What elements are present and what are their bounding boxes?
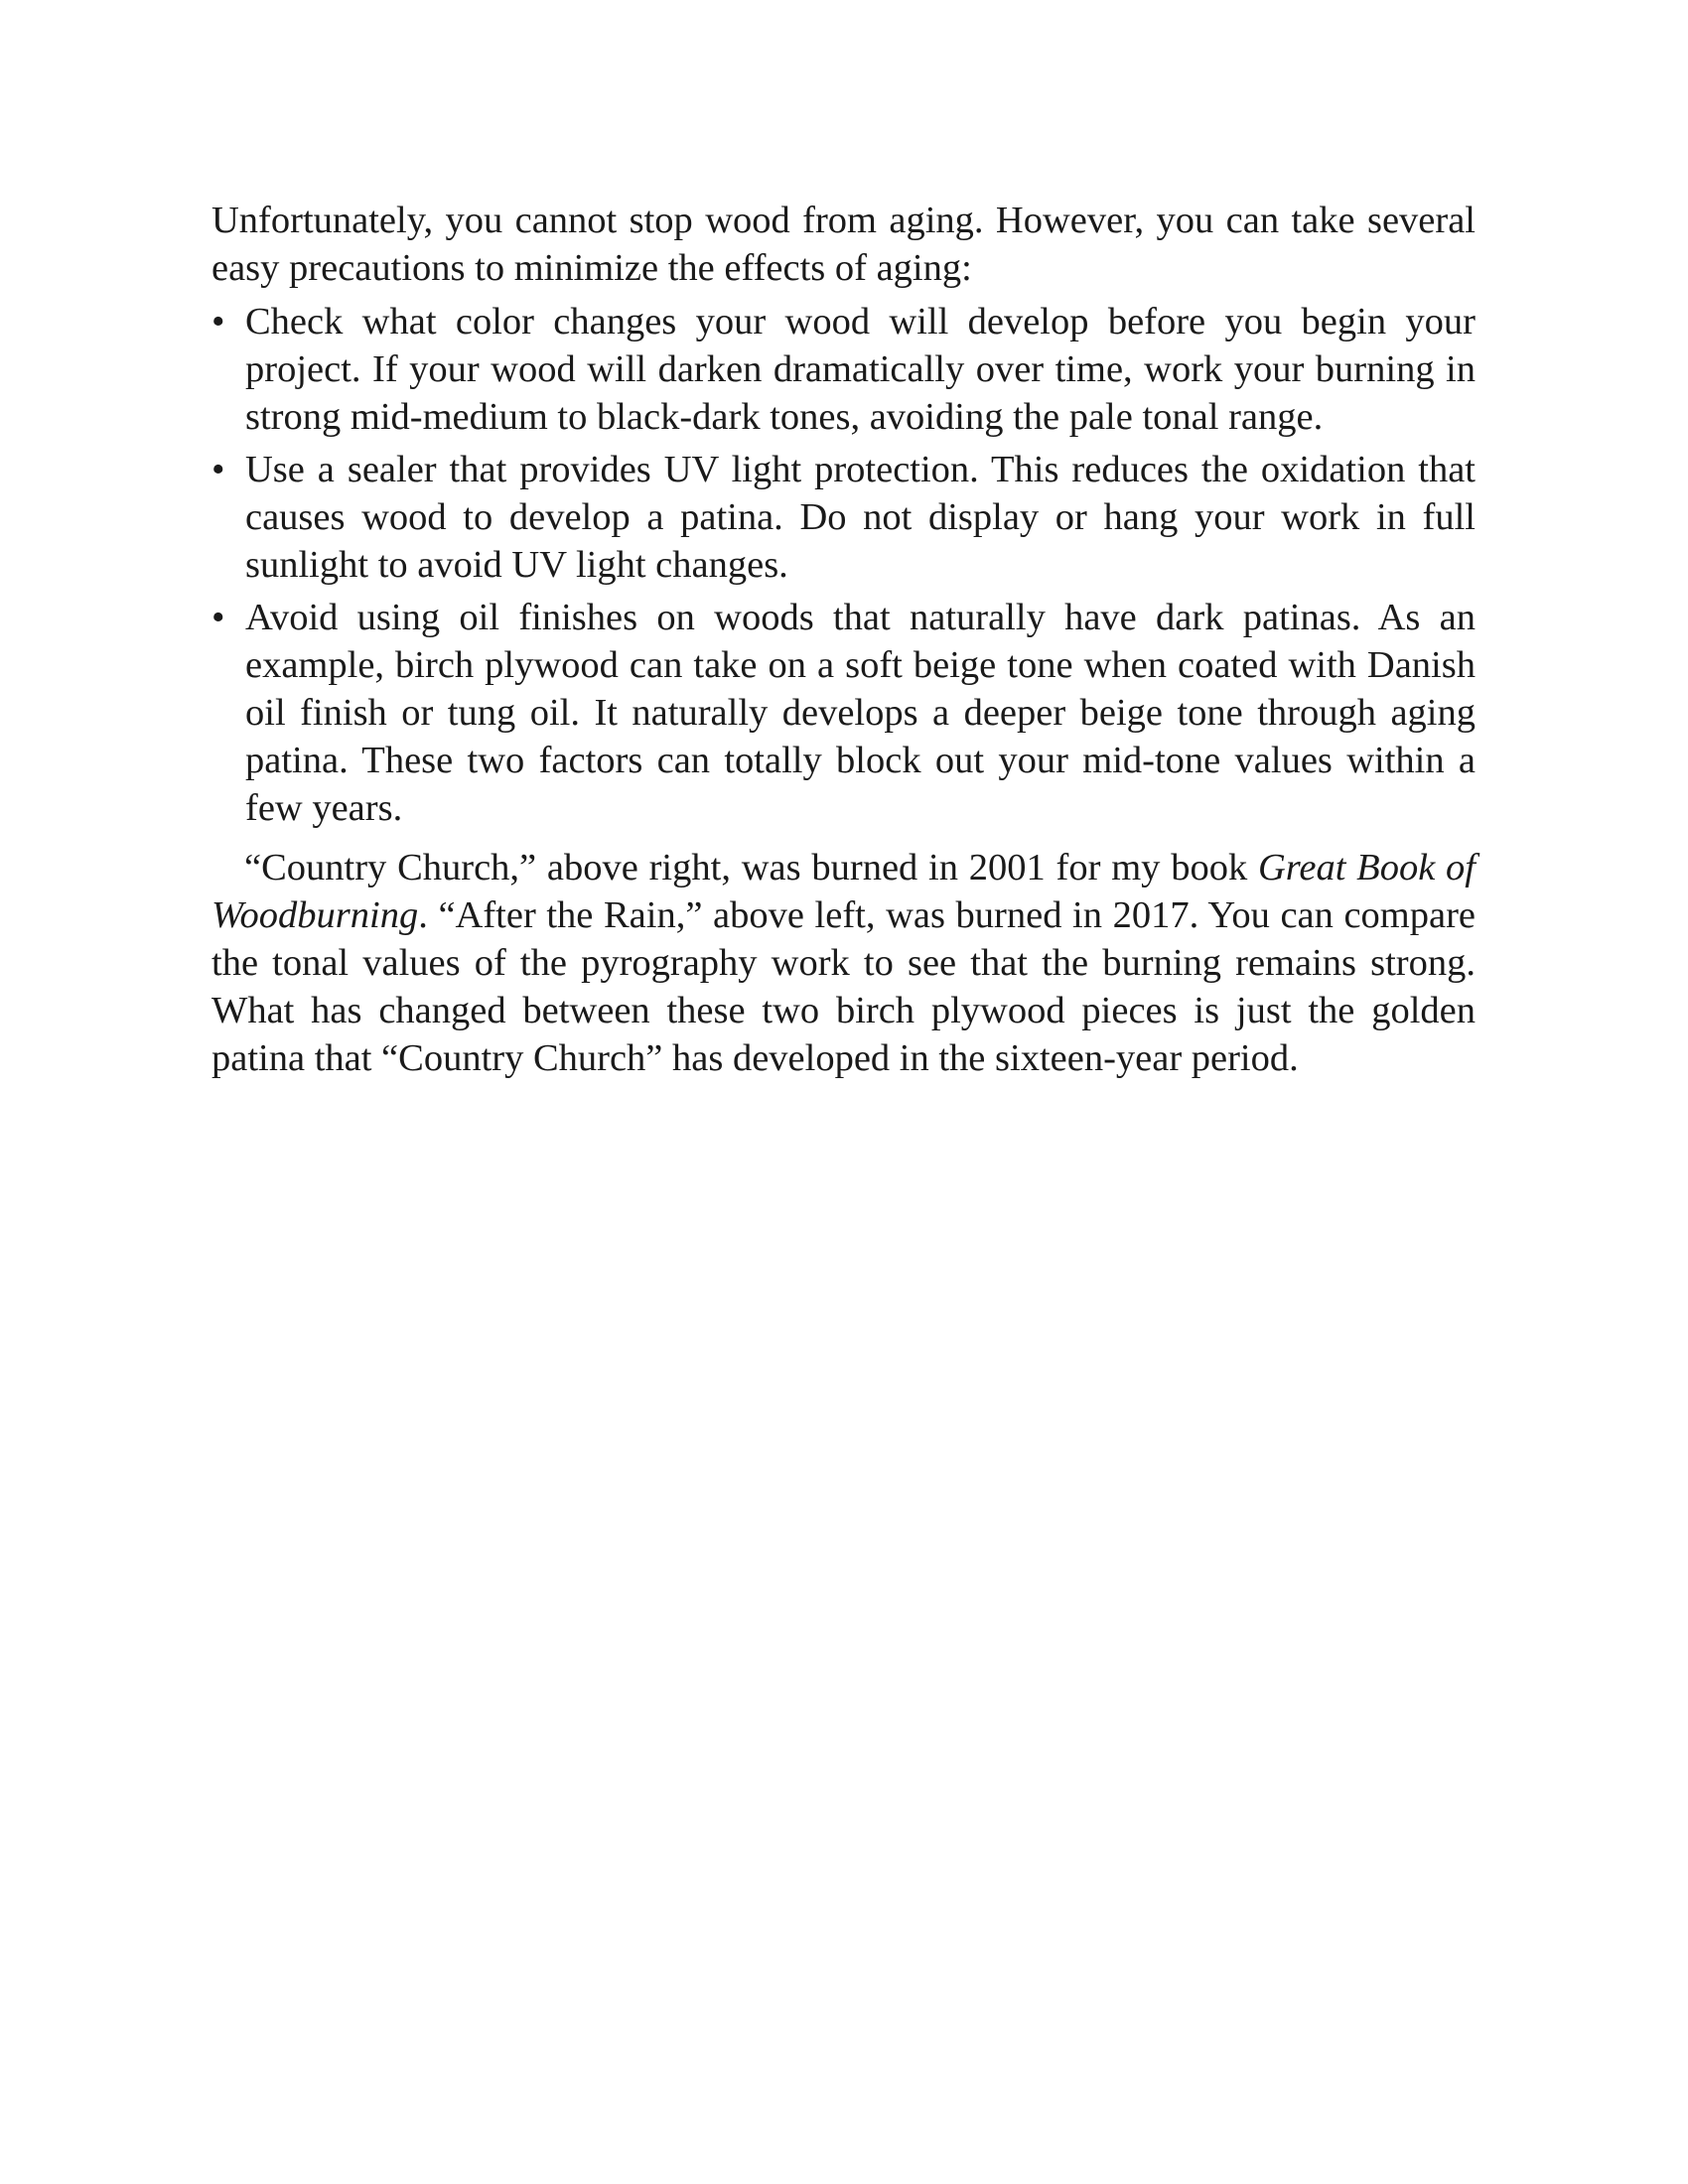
list-item-text: Check what color changes your wood will develop before you begin your project. If your wood will darken dramatically over time, work your burning in strong mid-medium to black-dark tones, avoiding the pale tonal range. [245, 301, 1476, 438]
precautions-list [211, 298, 1476, 832]
list-item [211, 298, 1476, 441]
closing-paragraph [211, 844, 1476, 1082]
closing-text-part1: “Country Church,” above right, was burned in 2001 for my book [244, 847, 1258, 888]
list-item-text: Use a sealer that provides UV light protection. This reduces the oxidation that causes wood to develop a patina. Do not display or hang your work in full sunlight to avoid UV light changes. [245, 449, 1476, 586]
bullet-icon: • [211, 597, 225, 638]
intro-paragraph: Unfortunately, you cannot stop wood from aging. However, you can take several easy precautions to minimize the effects of aging: [211, 200, 1476, 289]
bullet-icon: • [211, 301, 225, 342]
list-item-text: Avoid using oil finishes on woods that naturally have dark patinas. As an example, birch plywood can take on a soft beige tone when coated with Danish oil finish or tung oil. It naturally develops a deeper beige tone through aging patina. These two factors can totally block out your mid-tone values within a few years. [245, 597, 1476, 829]
closing-text-part2: . “After the Rain,” above left, was burned in 2017. You can compare the tonal values of the pyrography work to see that the burning remains strong. What has changed between these two birch plywood pieces is just the golden patina that “Country Church” has developed in the sixteen-year period. [211, 894, 1476, 1079]
document-page [211, 197, 1476, 1082]
book-title: Great Book of Woodburning [211, 847, 1477, 936]
list-item [211, 594, 1476, 832]
bullet-icon: • [211, 449, 225, 490]
list-item [211, 446, 1476, 589]
